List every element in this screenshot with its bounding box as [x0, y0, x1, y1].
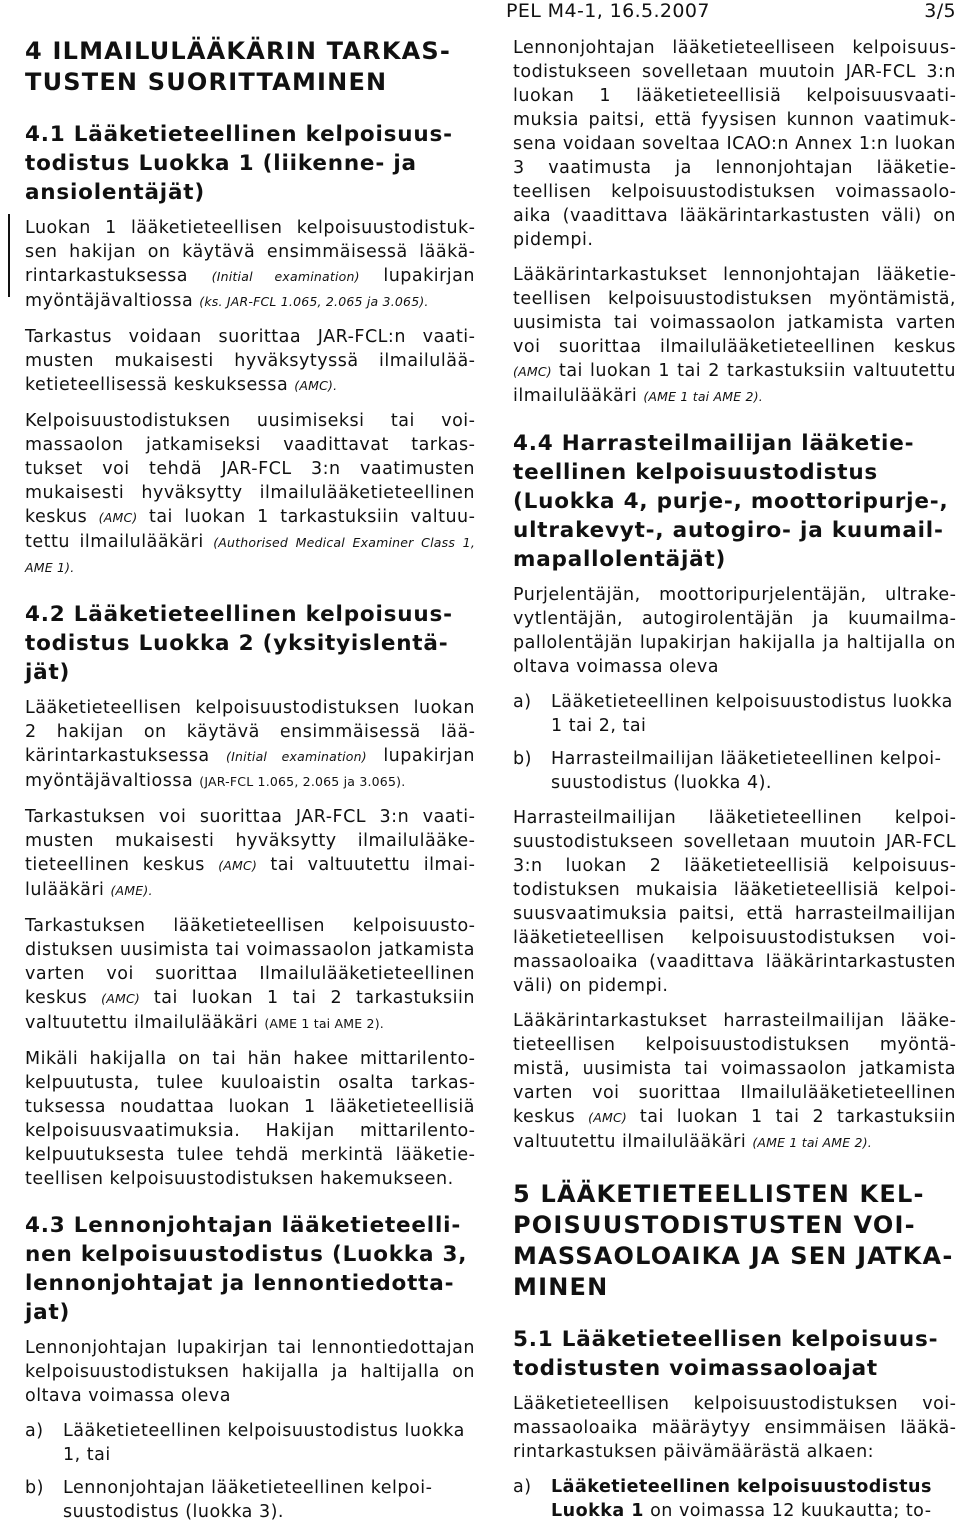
paragraph: Lennonjohtajan lääketieteelliseen kelpoisuustodistukseen sovelletaan muutoin JAR-FCL 3:n luokan 1 lääketieteellisiä kelpoisuusvaatimuksia paitsi, että fyysisen kunnon vaatimuksena voidaan soveltaa ICAO:n Annex 1:n luokan 3 vaatimusta ja lennonjohtajan lääketieteellisen kelpoisuustodistuksen voimassaoloaika (vaadittava lääkärintarkastusten väli) on pidempi.	[513, 38, 956, 250]
paragraph: Tarkastuksen lääketieteellisen kelpoisuustodistuksen uusimista tai voimassaolon jatkamista varten voi suorittaa Ilmailulääketieteellinen keskus (AMC) tai luokan 1 tai 2 tarkastuksiin valtuutettu ilmailulääkäri (AME 1 tai AME 2).	[25, 916, 475, 1033]
list-item: b) Harrasteilmailijan lääketieteellinen kelpoisuustodistus (luokka 4).	[513, 749, 941, 793]
paragraph: Lääkärintarkastukset harrasteilmailijan lääketieteellisen kelpoisuustodistuksen myöntämistä, uusimista tai voimassaolon jatkamista varten voi suorittaa Ilmailulääketieteellinen keskus (AMC) tai luokan 1 tai 2 tarkastuksiin valtuutettu ilmailulääkäri (AME 1 tai AME 2).	[513, 1011, 956, 1152]
paragraph: Tarkastus voidaan suorittaa JAR-FCL:n vaatimusten mukaisesti hyväksytyssä ilmailulääketieteellisessä keskuksessa (AMC).	[25, 327, 475, 395]
right-column	[513, 36, 956, 1534]
document-reference: PEL M4-1, 16.5.2007	[506, 0, 710, 22]
left-column	[25, 36, 475, 1535]
page-header	[0, 0, 960, 30]
list-item: a) Lääketieteellinen kelpoisuustodistus luokka 1, tai	[25, 1421, 465, 1465]
paragraph: Lääketieteellisen kelpoisuustodistuksen voimassaoloaika määräytyy ensimmäisen lääkärintarkastuksen päivämäärästä alkaen:	[513, 1394, 956, 1462]
section-4-2-heading: 4.2 Lääketieteellinen kelpoisuustodistus Luokka 2 (yksityislentäjät)	[25, 602, 452, 685]
list	[513, 690, 956, 795]
paragraph: Lääkärintarkastukset lennonjohtajan lääketieteellisen kelpoisuustodistuksen myöntämistä, uusimista tai voimassaolon jatkamista varten voi suorittaa ilmailulääketieteellinen keskus (AMC) tai luokan 1 tai 2 tarkastuksiin valtuutettu ilmailulääkäri (AME 1 tai AME 2).	[513, 265, 956, 406]
list-item: a) Lääketieteellinen kelpoisuustodistus Luokka 1 on voimassa 12 kuukautta; to-	[513, 1477, 932, 1521]
section-5-heading: 5 LÄÄKETIETEELLISTEN KELPOISUUSTODISTUSTEN VOIMASSAOLOAIKA JA SEN JATKAMINEN	[513, 1180, 953, 1301]
paragraph: Lennonjohtajan lupakirjan tai lennontiedottajan kelpoisuustodistuksen hakijalla ja haltijalla on oltava voimassa oleva	[25, 1338, 475, 1406]
page-number: 3/5	[924, 0, 956, 22]
paragraph: Luokan 1 lääketieteellisen kelpoisuustodistuksen hakijan on käytävä ensimmäisessä lääkärintarkastuksessa (Initial examination) lupakirjan myöntäjävaltiossa (ks. JAR-FCL 1.065, 2.065 ja 3.065).	[25, 218, 475, 311]
list	[513, 1475, 956, 1523]
list	[25, 1419, 475, 1524]
change-bar	[8, 214, 10, 297]
section-4-heading: 4 ILMAILULÄÄKÄRIN TARKASTUSTEN SUORITTAMINEN	[25, 37, 450, 96]
paragraph: Harrasteilmailijan lääketieteellinen kelpoisuustodistukseen sovelletaan muutoin JAR-FCL 3:n luokan 2 lääketieteellisiä kelpoisuustodistuksen mukaisia lääketieteellisiä kelpoisuusvaatimuksia paitsi, että harrasteilmailijan lääketieteellisen kelpoisuustodistuksen voimassaoloaika (vaadittava lääkärintarkastusten väli) on pidempi.	[513, 808, 956, 996]
section-4-1-heading: 4.1 Lääketieteellinen kelpoisuustodistus Luokka 1 (liikenne- ja ansiolentäjät)	[25, 122, 452, 205]
section-5-1-heading: 5.1 Lääketieteellisen kelpoisuustodistusten voimassaoloajat	[513, 1327, 938, 1381]
paragraph: Kelpoisuustodistuksen uusimiseksi tai voimassaolon jatkamiseksi vaadittavat tarkastukset voi tehdä JAR-FCL 3:n vaatimusten mukaisesti hyväksytty ilmailulääketieteellinen keskus (AMC) tai luokan 1 tarkastuksiin valtuutettu ilmailulääkäri (Authorised Medical Examiner Class 1, AME 1).	[25, 411, 475, 575]
section-4-3-heading: 4.3 Lennonjohtajan lääketieteellinen kelpoisuustodistus (Luokka 3, lennonjohtajat ja lennontiedottajat)	[25, 1213, 468, 1325]
paragraph: Mikäli hakijalla on tai hän hakee mittarilentokelpuutusta, tulee kuuloaistin osalta tarkastuksessa noudattaa luokan 1 lääketieteellisiä kelpoisuusvaatimuksia. Hakijan mittarilentokelpuutuksesta tulee tehdä merkintä lääketieteellisen kelpoisuustodistuksen hakemukseen.	[25, 1049, 475, 1189]
paragraph: Lääketieteellisen kelpoisuustodistuksen luokan 2 hakijan on käytävä ensimmäisessä lääkärintarkastuksessa (Initial examination) lupakirjan myöntäjävaltiossa (JAR-FCL 1.065, 2.065 ja 3.065).	[25, 698, 475, 791]
list-item: b) Lennonjohtajan lääketieteellinen kelpoisuustodistus (luokka 3).	[25, 1478, 432, 1522]
paragraph: Tarkastuksen voi suorittaa JAR-FCL 3:n vaatimusten mukaisesti hyväksytty ilmailulääketieteellinen keskus (AMC) tai valtuutettu ilmailulääkäri (AME).	[25, 807, 475, 900]
section-4-4-heading: 4.4 Harrasteilmailijan lääketieteellinen kelpoisuustodistus (Luokka 4, purje-, moottoripurje-, ultrakevyt-, autogiro- ja kuumailmapallolentäjät)	[513, 431, 949, 572]
list-item: a) Lääketieteellinen kelpoisuustodistus luokka 1 tai 2, tai	[513, 692, 953, 736]
paragraph: Purjelentäjän, moottoripurjelentäjän, ultrakevytlentäjän, autogirolentäjän ja kuumailmapallolentäjän lupakirjan hakijalla ja haltijalla on oltava voimassa oleva	[513, 585, 956, 677]
